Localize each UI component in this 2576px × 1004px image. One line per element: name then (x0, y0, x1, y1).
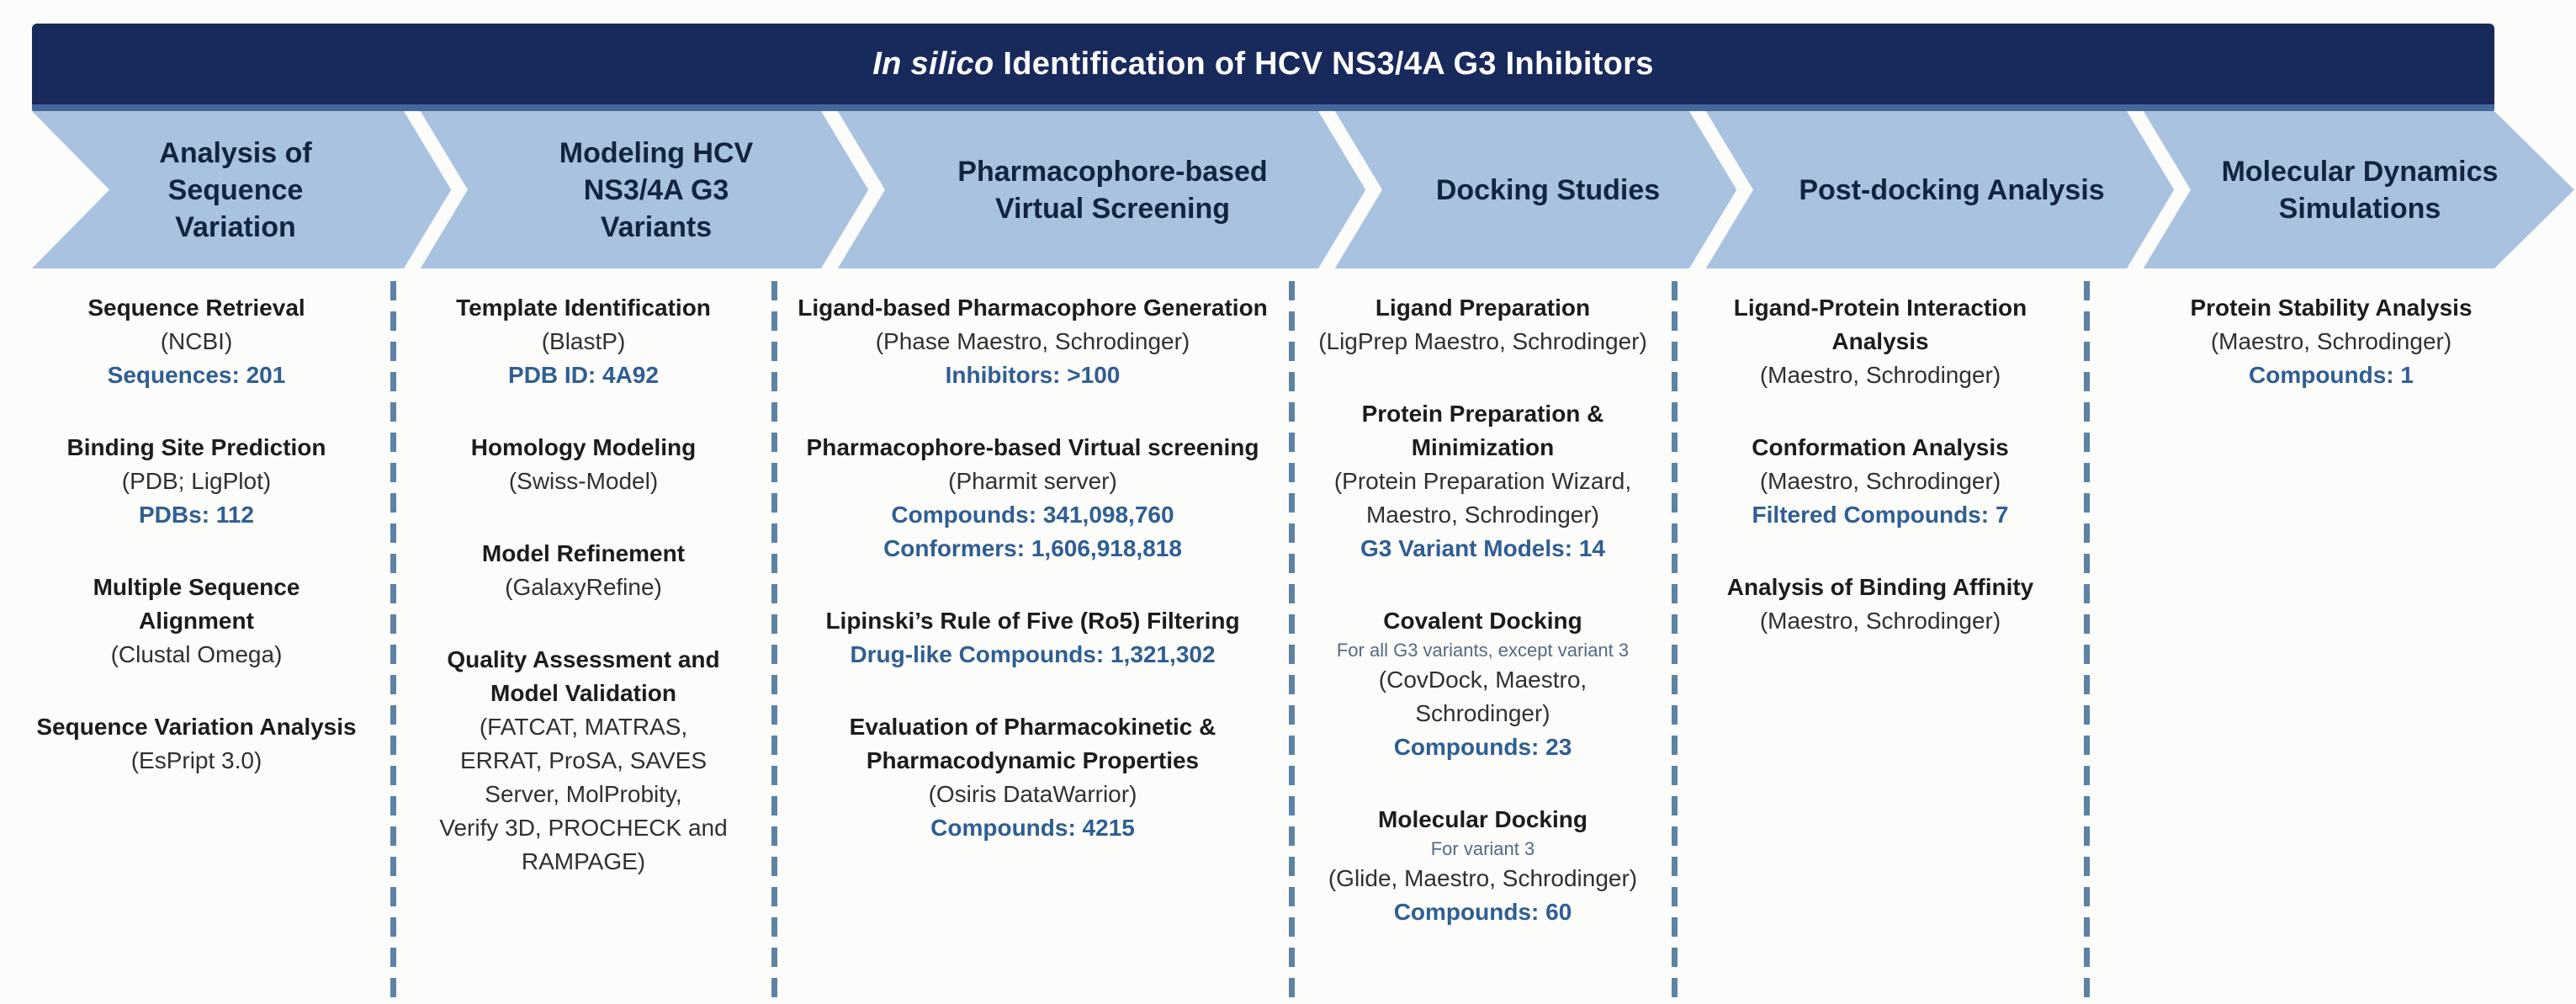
step-title: Pharmacophore-based Virtual screening (806, 434, 1259, 460)
step-block (87, 291, 305, 392)
stage-label (1799, 172, 2104, 209)
stage-line: NS3/4A G3 (583, 173, 729, 206)
step-title: Sequence Retrieval (87, 295, 305, 321)
stage-line: Post-docking Analysis (1799, 173, 2105, 206)
header-banner (32, 24, 2494, 111)
stage-label (1436, 172, 1660, 209)
step-tool: Maestro, Schrodinger) (1365, 502, 1599, 528)
column-molecular-dynamics-simulations (2086, 291, 2576, 392)
stage-line: Virtual Screening (994, 192, 1230, 225)
step-tool: (Clustal Omega) (110, 641, 283, 667)
step-block (2190, 291, 2472, 392)
step-block (825, 604, 1239, 672)
step-stat: Compounds: 60 (1393, 899, 1572, 925)
step-tool: (Glide, Maestro, Schrodinger) (1328, 865, 1638, 891)
step-block (93, 571, 300, 672)
step-stat: Filtered Compounds: 7 (1752, 502, 2009, 528)
step-title: Conformation Analysis (1752, 434, 2009, 460)
step-tool: ERRAT, ProSA, SAVES (459, 747, 708, 773)
step-block (1328, 803, 1637, 929)
step-title: Model Refinement (481, 540, 686, 566)
step-stat: Sequences: 201 (107, 362, 286, 388)
ribbon-stage-3 (883, 111, 1342, 268)
stage-line: Analysis of (159, 136, 312, 169)
step-title: Model Validation (490, 680, 676, 706)
step-block (798, 291, 1268, 392)
step-block (456, 291, 711, 392)
page-title (872, 46, 1653, 82)
step-stat: G3 Variant Models: 14 (1360, 535, 1605, 561)
stage-label (957, 153, 1267, 227)
step-title: Analysis of Binding Affinity (1726, 574, 2034, 600)
step-stat: Compounds: 4215 (930, 815, 1135, 841)
stage-label (559, 135, 753, 246)
step-note: For all G3 variants, except variant 3 (1336, 640, 1630, 661)
step-title: Evaluation of Pharmacokinetic & (849, 714, 1216, 740)
step-block (1334, 397, 1631, 566)
stage-label (159, 135, 311, 246)
step-stat: Compounds: 23 (1393, 734, 1572, 760)
step-tool: (Phase Maestro, Schrodinger) (875, 328, 1190, 354)
step-title: Binding Site Prediction (66, 434, 326, 460)
step-tool: (Swiss-Model) (508, 468, 659, 494)
step-block (1727, 571, 2034, 638)
step-block (482, 537, 685, 604)
stage-line: Docking Studies (1435, 173, 1661, 206)
step-tool: (LigPrep Maestro, Schrodinger) (1318, 328, 1647, 354)
ribbon-stage-5 (1750, 111, 2154, 268)
step-title: Minimization (1411, 434, 1555, 460)
stage-line: Molecular Dynamics (2221, 155, 2499, 188)
step-tool: Verify 3D, PROCHECK and (439, 815, 728, 841)
column-analysis-of-sequence-variation (0, 291, 393, 778)
step-title: Multiple Sequence (93, 574, 300, 600)
step-title: Template Identification (456, 295, 711, 321)
step-note: For variant 3 (1430, 838, 1535, 859)
step-tool: (NCBI) (160, 328, 233, 354)
step-title: Lipinski’s Rule of Five (Ro5) Filtering (825, 608, 1240, 634)
step-stat: Drug-like Compounds: 1,321,302 (850, 641, 1216, 667)
step-block (807, 431, 1259, 566)
step-tool: (GalaxyRefine) (505, 574, 662, 600)
step-block (850, 710, 1216, 845)
step-title: Quality Assessment and (447, 646, 720, 672)
step-block (1318, 291, 1647, 359)
step-title: Protein Stability Analysis (2190, 295, 2473, 321)
step-tool: (Maestro, Schrodinger) (2210, 328, 2452, 354)
step-title: Alignment (139, 608, 254, 634)
ribbon-stage-6 (2187, 111, 2532, 268)
stage-line: Simulations (2278, 192, 2441, 225)
step-block (66, 431, 326, 532)
step-block (439, 643, 727, 879)
step-stat: Conformers: 1,606,918,818 (883, 535, 1182, 561)
step-tool: (Protein Preparation Wizard, (1333, 468, 1632, 494)
step-title: Covalent Docking (1383, 608, 1582, 634)
stage-line: Variation (175, 210, 296, 243)
step-tool: (Maestro, Schrodinger) (1759, 362, 2001, 388)
step-title: Ligand-based Pharmacophore Generation (798, 295, 1268, 321)
step-stat: Compounds: 341,098,760 (891, 502, 1174, 528)
step-title: Ligand Preparation (1375, 295, 1591, 321)
step-tool: Server, MolProbity, (485, 781, 682, 807)
column-docking-studies (1291, 291, 1674, 929)
step-stat: PDB ID: 4A92 (508, 362, 659, 388)
stage-line: Pharmacophore-based (957, 155, 1268, 188)
step-title: Homology Modeling (470, 434, 697, 460)
step-title: Protein Preparation & (1361, 401, 1604, 427)
step-tool: (PDB; LigPlot) (121, 468, 272, 494)
step-stat: PDBs: 112 (139, 502, 254, 528)
step-title: Sequence Variation Analysis (36, 714, 357, 740)
step-title: Molecular Docking (1378, 806, 1587, 832)
stage-label (2222, 153, 2499, 227)
ribbon-stage-1 (50, 111, 421, 268)
step-tool: (Pharmit server) (948, 468, 1117, 494)
step-title: Analysis (1831, 328, 1929, 354)
step-tool: (Maestro, Schrodinger) (1759, 468, 2001, 494)
step-block (1337, 604, 1629, 764)
ribbon-stage-2 (471, 111, 841, 268)
step-block (1734, 291, 2027, 392)
step-stat: Compounds: 1 (2249, 362, 2414, 388)
step-tool: (BlastP) (541, 328, 626, 354)
column-post-docking-analysis (1674, 291, 2086, 638)
stage-line: Modeling HCV (559, 136, 754, 169)
step-block (36, 710, 356, 778)
step-tool: (EsPript 3.0) (130, 747, 262, 773)
step-block (1752, 431, 2008, 532)
page-title-rest-part: Identification of HCV NS3/4A G3 Inhibitors (994, 45, 1654, 82)
ribbon-stage-4 (1380, 111, 1716, 268)
step-title: Ligand-Protein Interaction (1733, 295, 2027, 321)
step-tool: (Maestro, Schrodinger) (1759, 608, 2001, 634)
column-pharmacophore-based-virtual-screening (774, 291, 1291, 845)
step-stat: Inhibitors: >100 (945, 362, 1121, 388)
step-tool: RAMPAGE) (521, 848, 646, 874)
stage-line: Variants (600, 210, 713, 243)
page-title-italic-part: In silico (872, 45, 994, 82)
step-tool: (Osiris DataWarrior) (928, 781, 1137, 807)
stage-line: Sequence (167, 173, 304, 206)
column-modeling-hcv-ns34a-g3-variants (393, 291, 774, 879)
step-tool: Schrodinger) (1415, 700, 1550, 726)
step-title: Pharmacodynamic Properties (866, 747, 1200, 773)
step-tool: (CovDock, Maestro, (1378, 667, 1587, 693)
step-block (471, 431, 697, 498)
step-tool: (FATCAT, MATRAS, (479, 714, 688, 740)
